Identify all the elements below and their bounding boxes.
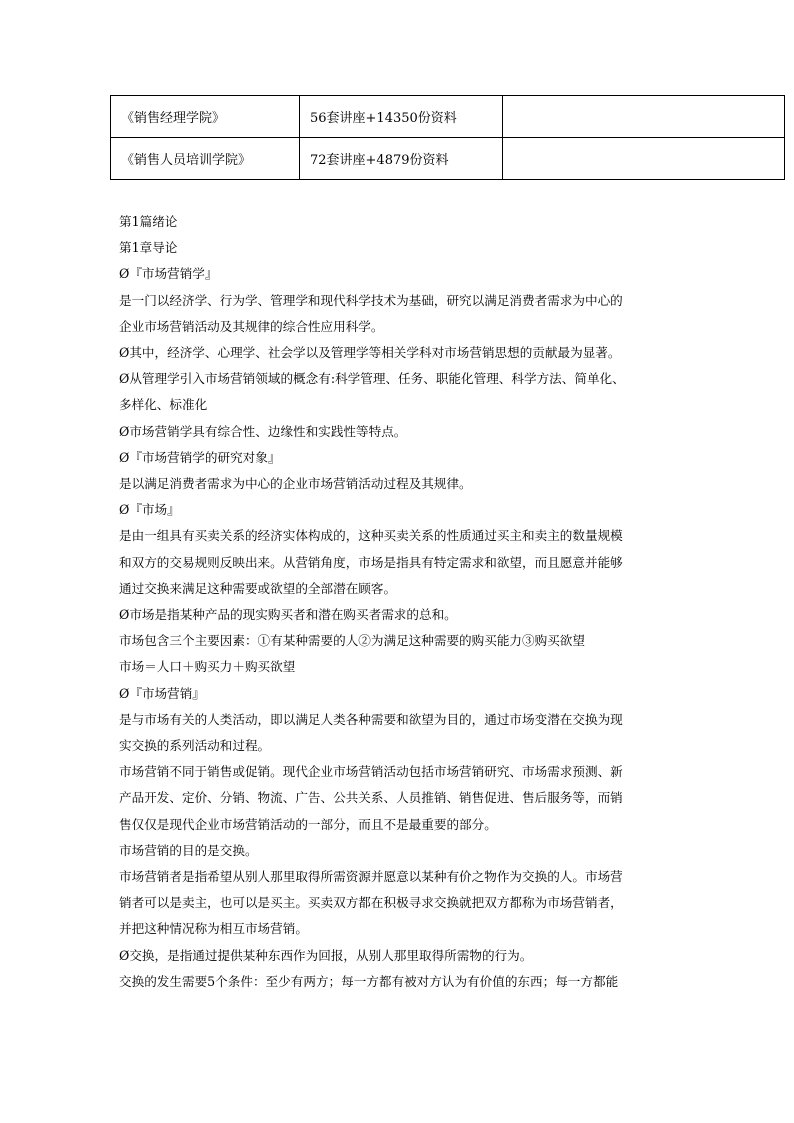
text-line: 产品开发、定价、分销、物流、广告、公共关系、人员推销、销售促进、售后服务等，而销 xyxy=(119,790,623,806)
text-line: 和双方的交易规则反映出来。从营销角度，市场是指具有特定需求和欲望，而且愿意并能够 xyxy=(119,554,623,570)
text-line: 企业市场营销活动及其规律的综合性应用科学。 xyxy=(119,318,384,334)
text-line: 实交换的系列活动和过程。 xyxy=(119,738,271,754)
text-line: 市场包含三个主要因素：①有某种需要的人②为满足这种需要的购买能力③购买欲望 xyxy=(119,633,585,649)
table-cell: 72套讲座+4879份资料 xyxy=(300,138,503,180)
text-line: 是以满足消费者需求为中心的企业市场营销活动过程及其规律。 xyxy=(119,476,472,492)
text-line: 通过交换来满足这种需要或欲望的全部潜在顾客。 xyxy=(119,580,397,596)
text-line: 交换的发生需要5个条件：至少有两方；每一方都有被对方认为有价值的东西；每一方都能 xyxy=(119,973,619,989)
text-line: 市场营销的目的是交换。 xyxy=(119,842,258,858)
text-line: 是一门以经济学、行为学、管理学和现代科学技术为基础，研究以满足消费者需求为中心的 xyxy=(119,292,623,308)
table-cell xyxy=(503,96,785,138)
text-line: Ø市场营销学具有综合性、边缘性和实践性等特点。 xyxy=(119,423,407,439)
text-line: Ø其中，经济学、心理学、社会学以及管理学等相关学科对市场营销思想的贡献最为显著。 xyxy=(119,345,621,361)
text-line: Ø『市场营销学』 xyxy=(119,266,218,282)
text-line: Ø『市场营销学的研究对象』 xyxy=(119,449,281,465)
text-line: Ø从管理学引入市场营销领域的概念有:科学管理、任务、职能化管理、科学方法、简单化、 xyxy=(119,371,625,387)
text-line: 市场营销者是指希望从别人那里取得所需资源并愿意以某种有价之物作为交换的人。市场营 xyxy=(119,869,623,885)
document-body xyxy=(119,209,689,995)
text-line: Ø市场是指某种产品的现实购买者和潜在购买者需求的总和。 xyxy=(119,607,457,623)
text-line: 市场＝人口＋购买力＋购买欲望 xyxy=(119,659,296,675)
text-line: 是由一组具有买卖关系的经济实体构成的，这种买卖关系的性质通过买主和卖主的数量规模 xyxy=(119,528,623,544)
text-line: 是与市场有关的人类活动，即以满足人类各种需要和欲望为目的，通过市场变潜在交换为现 xyxy=(119,711,623,727)
table-row xyxy=(111,138,785,180)
table-row xyxy=(111,96,785,138)
text-line: 并把这种情况称为相互市场营销。 xyxy=(119,921,308,937)
catalog-table xyxy=(110,95,785,180)
catalog-table-body xyxy=(111,96,785,180)
table-cell: 《销售经理学院》 xyxy=(111,96,300,138)
text-line: 售仅仅是现代企业市场营销活动的一部分，而且不是最重要的部分。 xyxy=(119,816,497,832)
text-line: 市场营销不同于销售或促销。现代企业市场营销活动包括市场营销研究、市场需求预测、新 xyxy=(119,764,623,780)
text-line: Ø交换，是指通过提供某种东西作为回报，从别人那里取得所需物的行为。 xyxy=(119,947,533,963)
table-cell: 《销售人员培训学院》 xyxy=(111,138,300,180)
text-line: 第1章导论 xyxy=(119,240,178,256)
text-line: Ø『市场』 xyxy=(119,502,180,518)
text-line: 第1篇绪论 xyxy=(119,214,178,229)
table-cell xyxy=(503,138,785,180)
text-line: Ø『市场营销』 xyxy=(119,685,205,701)
text-line: 销者可以是卖主，也可以是买主。买卖双方都在积极寻求交换就把双方都称为市场营销者， xyxy=(119,895,623,911)
text-line: 多样化、标准化 xyxy=(119,397,208,413)
table-cell: 56套讲座+14350份资料 xyxy=(300,96,503,138)
